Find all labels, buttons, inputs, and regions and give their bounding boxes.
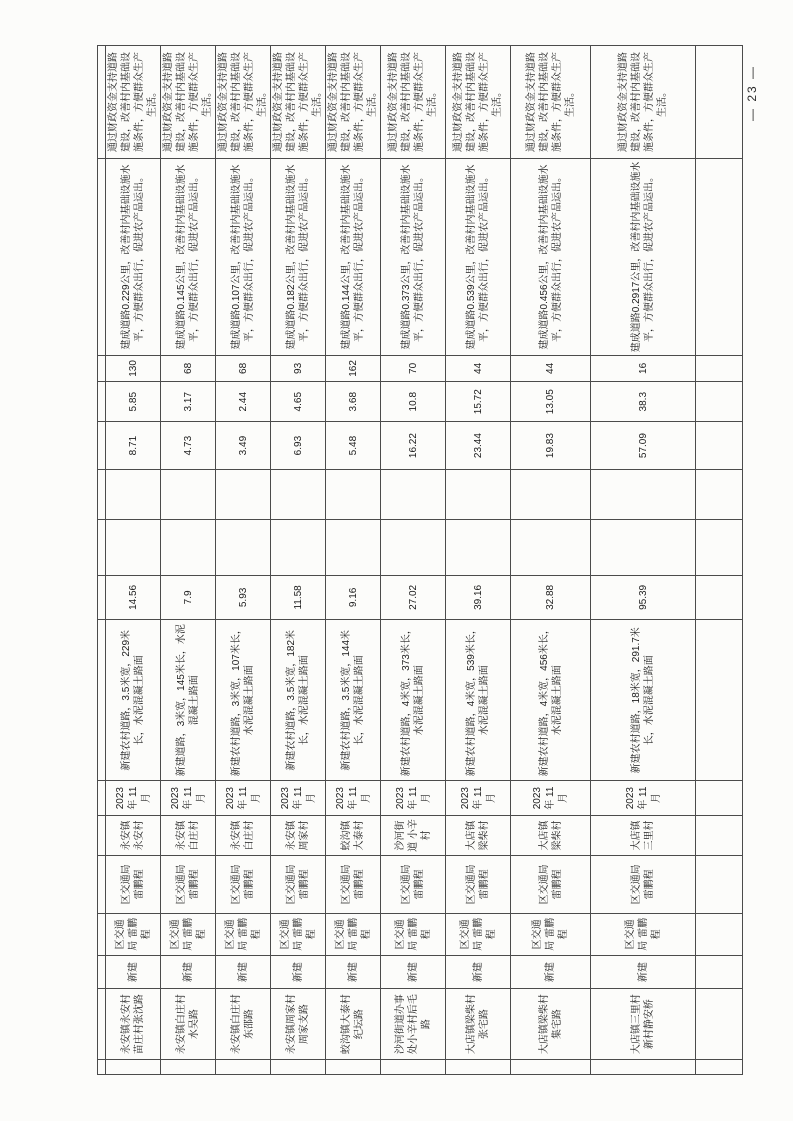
cell-total_investment: 27.02 bbox=[381, 575, 446, 619]
cell-name: 永安镇周家村周家支路 bbox=[271, 989, 326, 1060]
cell-blank2 bbox=[98, 469, 106, 519]
cell-total_investment: 11.58 bbox=[271, 575, 326, 619]
cell-location: 大店镇 梁柴村 bbox=[511, 815, 591, 855]
cell-content bbox=[98, 620, 106, 781]
cell-fund_superior: 19.83 bbox=[511, 422, 591, 469]
cell-total_investment: 5.93 bbox=[216, 575, 271, 619]
cell-seq bbox=[98, 1059, 106, 1074]
cell-blank1 bbox=[106, 520, 161, 575]
cell-blank1 bbox=[696, 520, 743, 575]
cell-location: 永安镇 永安村 bbox=[106, 815, 161, 855]
cell-fund_superior: 4.73 bbox=[161, 422, 216, 469]
cell-build_type bbox=[98, 955, 106, 988]
cell-beneficiaries: 93 bbox=[271, 355, 326, 381]
cell-implementer: 区交通局 雷鹏程 bbox=[106, 913, 161, 955]
cell-fund_county: 13.05 bbox=[511, 382, 591, 422]
cell-completion: 2023年 11月 bbox=[216, 781, 271, 815]
cell-fund_superior: 16.22 bbox=[381, 422, 446, 469]
cell-fund_superior bbox=[98, 422, 106, 469]
cell-output: 建成道路0.182公里，改善村内基础设施水平，方便群众出行，促进农产品运出。 bbox=[271, 159, 326, 356]
cell-total_investment: 9.16 bbox=[326, 575, 381, 619]
cell-total_investment: 95.39 bbox=[591, 575, 696, 619]
cell-completion: 2023年 11月 bbox=[161, 781, 216, 815]
cell-blank2 bbox=[381, 469, 446, 519]
cell-location: 蛟沟镇 大泰村 bbox=[326, 815, 381, 855]
cell-seq bbox=[216, 1059, 271, 1074]
cell-benefit: 通过财政资金支持道路建设，改善村内基础设施条件，方便群众生产生活。 bbox=[106, 46, 161, 159]
cell-implementer: 区交通局 雷鹏程 bbox=[216, 913, 271, 955]
cell-name bbox=[98, 989, 106, 1060]
cell-implementer bbox=[98, 913, 106, 955]
cell-fund_county: 5.85 bbox=[106, 382, 161, 422]
cell-blank2 bbox=[161, 469, 216, 519]
projects-table-body bbox=[98, 46, 743, 1075]
cell-completion: 2023年 11月 bbox=[106, 781, 161, 815]
cell-location bbox=[696, 815, 743, 855]
cell-location: 永安镇 周家村 bbox=[271, 815, 326, 855]
cell-beneficiaries: 68 bbox=[161, 355, 216, 381]
cell-supervisor: 区交通局 雷鹏程 bbox=[591, 856, 696, 914]
cell-seq bbox=[381, 1059, 446, 1074]
cell-content: 新建农村道路，3.5米宽，229米长，水泥混凝土路面 bbox=[106, 620, 161, 781]
cell-location: 大店镇 梁柴村 bbox=[446, 815, 511, 855]
cell-beneficiaries: 16 bbox=[591, 355, 696, 381]
cell-total_investment: 32.88 bbox=[511, 575, 591, 619]
cell-total_investment: 14.56 bbox=[106, 575, 161, 619]
table-row bbox=[511, 46, 591, 1075]
cell-output bbox=[98, 159, 106, 356]
cell-blank2 bbox=[446, 469, 511, 519]
cell-fund_county: 4.65 bbox=[271, 382, 326, 422]
cell-output: 建成道路0.456公里，改善村内基础设施水平，方便群众出行，促进农产品运出。 bbox=[511, 159, 591, 356]
cell-build_type: 新建 bbox=[591, 955, 696, 988]
cell-output: 建成道路0.539公里，改善村内基础设施水平，方便群众出行，促进农产品运出。 bbox=[446, 159, 511, 356]
table-row bbox=[446, 46, 511, 1075]
cell-fund_county: 3.68 bbox=[326, 382, 381, 422]
cell-fund_superior: 3.49 bbox=[216, 422, 271, 469]
cell-implementer: 区交通局 雷鹏程 bbox=[446, 913, 511, 955]
cell-supervisor: 区交通局 雷鹏程 bbox=[511, 856, 591, 914]
cell-beneficiaries: 70 bbox=[381, 355, 446, 381]
cell-seq bbox=[696, 1059, 743, 1074]
cell-build_type: 新建 bbox=[216, 955, 271, 988]
cell-blank1 bbox=[511, 520, 591, 575]
cell-implementer: 区交通局 雷鹏程 bbox=[271, 913, 326, 955]
cell-output: 建成道路0.229公里，改善村内基础设施水平，方便群众出行，促进农产品运出。 bbox=[106, 159, 161, 356]
cell-blank1 bbox=[216, 520, 271, 575]
cell-fund_county: 3.17 bbox=[161, 382, 216, 422]
cell-name: 大店镇三里村新村静安桥 bbox=[591, 989, 696, 1060]
cell-benefit bbox=[98, 46, 106, 159]
cell-fund_county: 15.72 bbox=[446, 382, 511, 422]
cell-beneficiaries: 44 bbox=[511, 355, 591, 381]
cell-build_type: 新建 bbox=[271, 955, 326, 988]
cell-blank2 bbox=[216, 469, 271, 519]
cell-content: 新建农村道路，3米宽，107米长，水泥混凝土路面 bbox=[216, 620, 271, 781]
cell-fund_superior: 57.09 bbox=[591, 422, 696, 469]
cell-output: 建成道路0.373公里，改善村内基础设施水平，方便群众出行，促进农产品运出。 bbox=[381, 159, 446, 356]
cell-name: 永安镇永安村苗庄村张沈路 bbox=[106, 989, 161, 1060]
table-row bbox=[271, 46, 326, 1075]
cell-supervisor: 区交通局 雷鹏程 bbox=[381, 856, 446, 914]
cell-blank2 bbox=[106, 469, 161, 519]
table-row bbox=[381, 46, 446, 1075]
cell-blank2 bbox=[696, 469, 743, 519]
cell-location: 沙河街道 小辛村 bbox=[381, 815, 446, 855]
cell-completion: 2023年 11月 bbox=[271, 781, 326, 815]
cell-benefit bbox=[696, 46, 743, 159]
table-row bbox=[216, 46, 271, 1075]
cell-seq bbox=[446, 1059, 511, 1074]
cell-blank1 bbox=[271, 520, 326, 575]
cell-beneficiaries: 130 bbox=[106, 355, 161, 381]
cell-beneficiaries: 44 bbox=[446, 355, 511, 381]
cell-seq bbox=[326, 1059, 381, 1074]
cell-fund_superior: 23.44 bbox=[446, 422, 511, 469]
cell-completion bbox=[98, 781, 106, 815]
page-number: — 23 — bbox=[745, 64, 759, 121]
cell-location bbox=[98, 815, 106, 855]
cell-content bbox=[696, 620, 743, 781]
cell-completion: 2023年 11月 bbox=[381, 781, 446, 815]
cell-build_type: 新建 bbox=[326, 955, 381, 988]
cell-blank1 bbox=[591, 520, 696, 575]
cell-fund_county: 38.3 bbox=[591, 382, 696, 422]
cell-output: 建成道路0.107公里，改善村内基础设施水平，方便群众出行，促进农产品运出。 bbox=[216, 159, 271, 356]
cell-output: 建成道路0.145公里，改善村内基础设施水平，方便群众出行，促进农产品运出。 bbox=[161, 159, 216, 356]
cell-completion: 2023年 11月 bbox=[511, 781, 591, 815]
cell-benefit: 通过财政资金支持道路建设，改善村内基础设施条件，方便群众生产生活。 bbox=[381, 46, 446, 159]
cell-benefit: 通过财政资金支持道路建设，改善村内基础设施条件，方便群众生产生活。 bbox=[591, 46, 696, 159]
cell-blank2 bbox=[271, 469, 326, 519]
cell-fund_superior: 8.71 bbox=[106, 422, 161, 469]
cell-blank2 bbox=[511, 469, 591, 519]
cell-location: 永安镇 白庄村 bbox=[161, 815, 216, 855]
cell-benefit: 通过财政资金支持道路建设，改善村内基础设施条件，方便群众生产生活。 bbox=[161, 46, 216, 159]
cell-completion: 2023年 11月 bbox=[446, 781, 511, 815]
table-row-trailing-empty bbox=[696, 46, 743, 1075]
cell-beneficiaries bbox=[98, 355, 106, 381]
cell-implementer: 区交通局 雷鹏程 bbox=[511, 913, 591, 955]
cell-benefit: 通过财政资金支持道路建设，改善村内基础设施条件，方便群众生产生活。 bbox=[271, 46, 326, 159]
cell-content: 新建农村道路，3.5米宽，144米长，水泥混凝土路面 bbox=[326, 620, 381, 781]
cell-seq bbox=[511, 1059, 591, 1074]
cell-benefit: 通过财政资金支持道路建设，改善村内基础设施条件，方便群众生产生活。 bbox=[216, 46, 271, 159]
cell-fund_county bbox=[98, 382, 106, 422]
cell-content: 新建农村道路，4米宽，373米长，水泥混凝土路面 bbox=[381, 620, 446, 781]
cell-blank1 bbox=[446, 520, 511, 575]
cell-beneficiaries: 162 bbox=[326, 355, 381, 381]
cell-name bbox=[696, 989, 743, 1060]
cell-completion: 2023年 11月 bbox=[326, 781, 381, 815]
table-row bbox=[161, 46, 216, 1075]
cell-supervisor: 区交通局 雷鹏程 bbox=[216, 856, 271, 914]
cell-supervisor bbox=[98, 856, 106, 914]
cell-content: 新建农村道路，4米宽，539米长，水泥混凝土路面 bbox=[446, 620, 511, 781]
cell-supervisor bbox=[696, 856, 743, 914]
cell-implementer: 区交通局 雷鹏程 bbox=[161, 913, 216, 955]
cell-build_type: 新建 bbox=[511, 955, 591, 988]
cell-content: 新建农村道路，4米宽，456米长，水泥混凝土路面 bbox=[511, 620, 591, 781]
cell-output: 建成道路0.2917公里，改善村内基础设施水平，方便群众出行，促进农产品运出。 bbox=[591, 159, 696, 356]
cell-location: 永安镇 白庄村 bbox=[216, 815, 271, 855]
cell-fund_superior: 6.93 bbox=[271, 422, 326, 469]
cell-fund_superior bbox=[696, 422, 743, 469]
cell-blank1 bbox=[326, 520, 381, 575]
cell-implementer: 区交通局 雷鹏程 bbox=[591, 913, 696, 955]
cell-build_type: 新建 bbox=[446, 955, 511, 988]
cell-name: 大店镇梁柴村集宅路 bbox=[511, 989, 591, 1060]
cell-implementer: 区交通局 雷鹏程 bbox=[381, 913, 446, 955]
cell-total_investment: 39.16 bbox=[446, 575, 511, 619]
cell-name: 蛟沟镇大泰村纪坛路 bbox=[326, 989, 381, 1060]
cell-implementer: 区交通局 雷鹏程 bbox=[326, 913, 381, 955]
cell-fund_county: 2.44 bbox=[216, 382, 271, 422]
cell-name: 永安镇白庄村水吴路 bbox=[161, 989, 216, 1060]
cell-seq bbox=[161, 1059, 216, 1074]
cell-blank1 bbox=[161, 520, 216, 575]
cell-build_type: 新建 bbox=[161, 955, 216, 988]
cell-blank1 bbox=[381, 520, 446, 575]
cell-build_type: 新建 bbox=[381, 955, 446, 988]
cell-completion bbox=[696, 781, 743, 815]
cell-seq bbox=[271, 1059, 326, 1074]
cell-build_type bbox=[696, 955, 743, 988]
cell-blank2 bbox=[591, 469, 696, 519]
table-row-header-remnant bbox=[98, 46, 106, 1075]
cell-completion: 2023年 11月 bbox=[591, 781, 696, 815]
cell-benefit: 通过财政资金支持道路建设，改善村内基础设施条件，方便群众生产生活。 bbox=[446, 46, 511, 159]
cell-supervisor: 区交通局 雷鹏程 bbox=[326, 856, 381, 914]
cell-output bbox=[696, 159, 743, 356]
cell-benefit: 通过财政资金支持道路建设，改善村内基础设施条件，方便群众生产生活。 bbox=[511, 46, 591, 159]
cell-beneficiaries: 68 bbox=[216, 355, 271, 381]
table-row bbox=[106, 46, 161, 1075]
cell-content: 新建道路，3米宽，145米长，水泥混凝土路面 bbox=[161, 620, 216, 781]
cell-supervisor: 区交通局 雷鹏程 bbox=[271, 856, 326, 914]
cell-name: 永安镇白庄村东邵路 bbox=[216, 989, 271, 1060]
cell-supervisor: 区交通局 雷鹏程 bbox=[446, 856, 511, 914]
cell-fund_county: 10.8 bbox=[381, 382, 446, 422]
cell-supervisor: 区交通局 雷鹏程 bbox=[161, 856, 216, 914]
cell-location: 大店镇 三里村 bbox=[591, 815, 696, 855]
cell-total_investment bbox=[98, 575, 106, 619]
cell-blank2 bbox=[326, 469, 381, 519]
table-row bbox=[326, 46, 381, 1075]
cell-fund_county bbox=[696, 382, 743, 422]
cell-fund_superior: 5.48 bbox=[326, 422, 381, 469]
cell-total_investment bbox=[696, 575, 743, 619]
cell-seq bbox=[591, 1059, 696, 1074]
cell-content: 新建农村道路，18米宽，291.7米长，水泥混凝土路面 bbox=[591, 620, 696, 781]
cell-name: 沙河街道办事处小辛村后毛路 bbox=[381, 989, 446, 1060]
cell-output: 建成道路0.144公里，改善村内基础设施水平，方便群众出行，促进农产品运出。 bbox=[326, 159, 381, 356]
cell-benefit: 通过财政资金支持道路建设，改善村内基础设施条件，方便群众生产生活。 bbox=[326, 46, 381, 159]
cell-supervisor: 区交通局 雷鹏程 bbox=[106, 856, 161, 914]
cell-beneficiaries bbox=[696, 355, 743, 381]
table-row bbox=[591, 46, 696, 1075]
cell-name: 大店镇梁柴村张宅路 bbox=[446, 989, 511, 1060]
cell-implementer bbox=[696, 913, 743, 955]
cell-build_type: 新建 bbox=[106, 955, 161, 988]
cell-content: 新建农村道路，3.5米宽，182米长，水泥混凝土路面 bbox=[271, 620, 326, 781]
cell-blank1 bbox=[98, 520, 106, 575]
cell-seq bbox=[106, 1059, 161, 1074]
cell-total_investment: 7.9 bbox=[161, 575, 216, 619]
projects-table bbox=[97, 45, 743, 1075]
